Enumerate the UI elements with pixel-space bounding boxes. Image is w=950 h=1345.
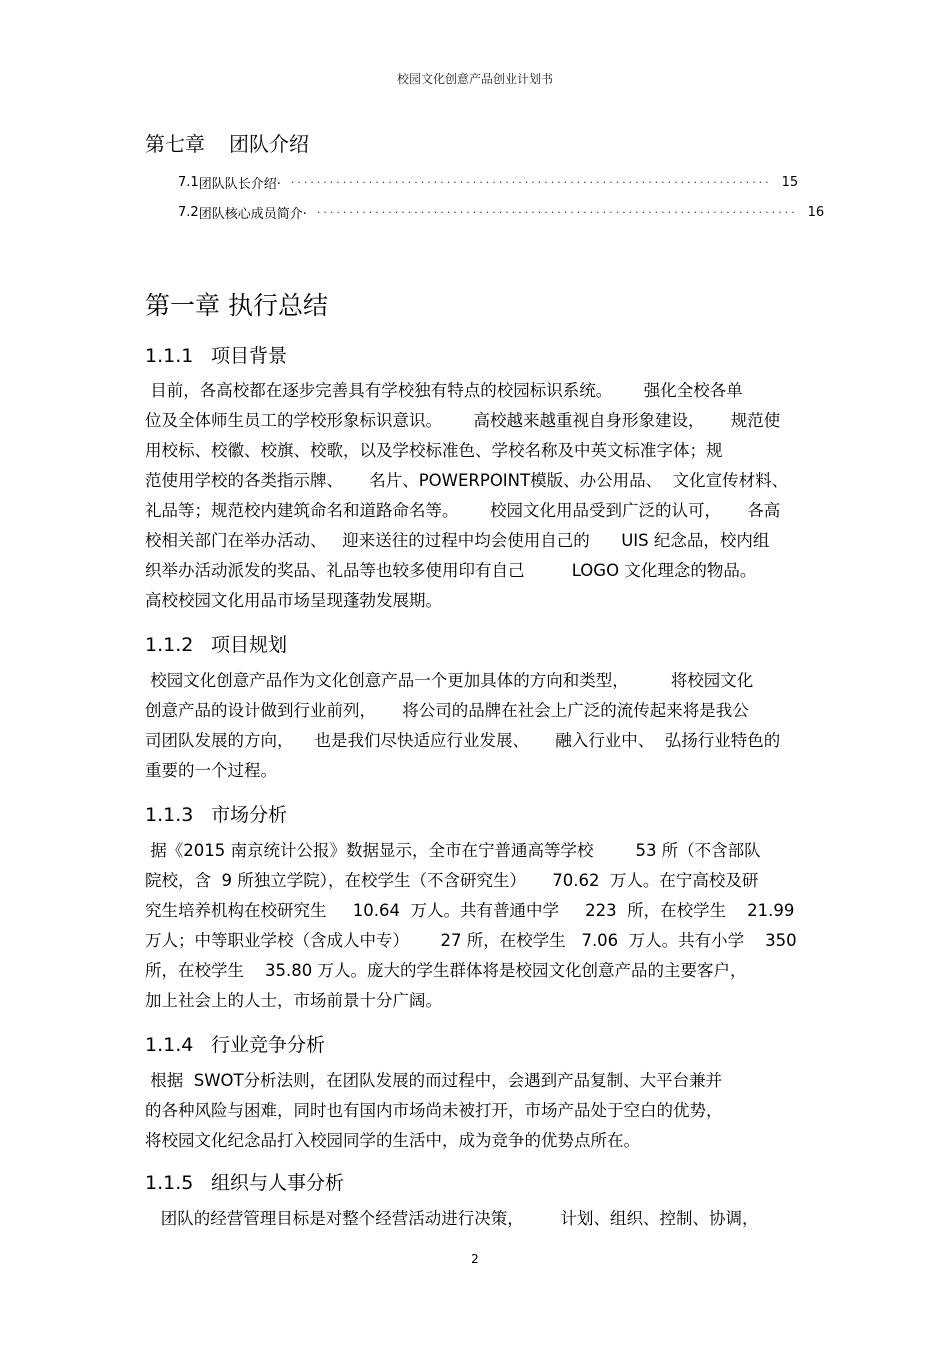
chapter-heading: 第一章 执行总结 [145,291,328,320]
paragraph-line: 根据 SWOT分析法则，在团队发展的而过程中，会遇到产品复制、大平台兼并 [145,1071,723,1090]
toc-entry-page: 15 [781,174,799,190]
section-number: 1.1.1 [145,345,194,367]
section-paragraph [145,1066,825,1156]
paragraph-line: 校园文化创意产品作为文化创意产品一个更加具体的方向和类型， 将校园文化 [145,671,754,690]
page-number: 2 [471,1252,479,1266]
toc-entry-number: 7.2 [178,204,199,220]
running-header: 校园文化创意产品创业计划书 [396,72,553,86]
paragraph-line: 将校园文化纪念品打入校园同学的生活中，成为竞争的优势点所在。 [145,1131,640,1150]
toc-chapter-heading [145,128,309,157]
paragraph-line: 院校，含 9 所独立学院），在校学生（不含研究生） 70.62 万人。在宁高校及研 [145,871,759,890]
paragraph-line: 的各种风险与困难，同时也有国内市场尚未被打开，市场产品处于空白的优势， [145,1101,723,1120]
toc-entry-page: 16 [807,204,825,220]
toc-entry-title: 团队核心成员简介· [198,206,307,222]
toc-leader-dots: ·········································································· [290,175,772,189]
toc-entry[interactable] [178,172,799,192]
paragraph-line: 目前，各高校都在逐步完善具有学校独有特点的校园标识系统。 强化全校各单 [145,381,743,400]
paragraph-line: 创意产品的设计做到行业前列， 将公司的品牌在社会上广泛的流传起来将是我公 [145,701,749,720]
toc-entry-title: 团队队长介绍· [198,176,281,192]
section-title: 市场分析 [211,804,288,826]
section-title: 行业竞争分析 [211,1034,326,1056]
toc-leader-dots: ·········································································· [316,205,798,219]
section-heading [145,1168,344,1195]
paragraph-line: 位及全体师生员工的学校形象标识意识。 高校越来越重视自身形象建设， 规范使 [145,411,781,430]
toc-entry-number: 7.1 [178,174,199,190]
toc-entry[interactable] [178,202,825,222]
paragraph-line: 万人；中等职业学校（含成人中专） 27 所，在校学生 7.06 万人。共有小学 350 [145,931,797,950]
paragraph-line: 高校校园文化用品市场呈现蓬勃发展期。 [145,591,442,610]
paragraph-line: 加上社会上的人士，市场前景十分广阔。 [145,991,442,1010]
section-paragraph [145,1204,825,1234]
section-paragraph [145,376,825,616]
section-heading [145,800,287,827]
section-paragraph [145,836,825,1016]
section-title: 组织与人事分析 [211,1172,345,1194]
section-paragraph [145,666,825,786]
paragraph-line: 团队的经营管理目标是对整个经营活动进行决策， 计划、组织、控制、协调， [145,1209,759,1228]
section-number: 1.1.3 [145,804,194,826]
paragraph-line: 校相关部门在举办活动、 迎来送往的过程中均会使用自己的 UIS 纪念品，校内组 [145,531,770,550]
paragraph-line: 究生培养机构在校研究生 10.64 万人。共有普通中学 223 所，在校学生 21.99 [145,901,795,920]
section-heading [145,1030,325,1057]
paragraph-line: 范使用学校的各类指示牌、 名片、POWERPOINT模版、办公用品、 文化宣传材料、 [145,471,789,490]
paragraph-line: 重要的一个过程。 [145,761,277,780]
toc-chapter-number: 第七章 [145,132,205,156]
section-heading [145,341,287,368]
section-heading [145,630,287,657]
paragraph-line: 织举办活动派发的奖品、礼品等也较多使用印有自己 LOGO 文化理念的物品。 [145,561,757,580]
section-number: 1.1.4 [145,1034,194,1056]
toc-chapter-title: 团队介绍 [229,132,309,156]
paragraph-line: 所，在校学生 35.80 万人。庞大的学生群体将是校园文化创意产品的主要客户， [145,961,747,980]
section-title: 项目规划 [211,634,288,656]
paragraph-line: 司团队发展的方向， 也是我们尽快适应行业发展、 融入行业中、 弘扬行业特色的 [145,731,781,750]
paragraph-line: 用校标、校徽、校旗、校歌，以及学校标准色、学校名称及中英文标准字体；规 [145,441,723,460]
paragraph-line: 据《2015 南京统计公报》数据显示，全市在宁普通高等学校 53 所（不含部队 [145,841,761,860]
section-number: 1.1.2 [145,634,194,656]
paragraph-line: 礼品等；规范校内建筑命名和道路命名等。 校园文化用品受到广泛的认可， 各高 [145,501,781,520]
section-title: 项目背景 [211,345,288,367]
section-number: 1.1.5 [145,1172,194,1194]
